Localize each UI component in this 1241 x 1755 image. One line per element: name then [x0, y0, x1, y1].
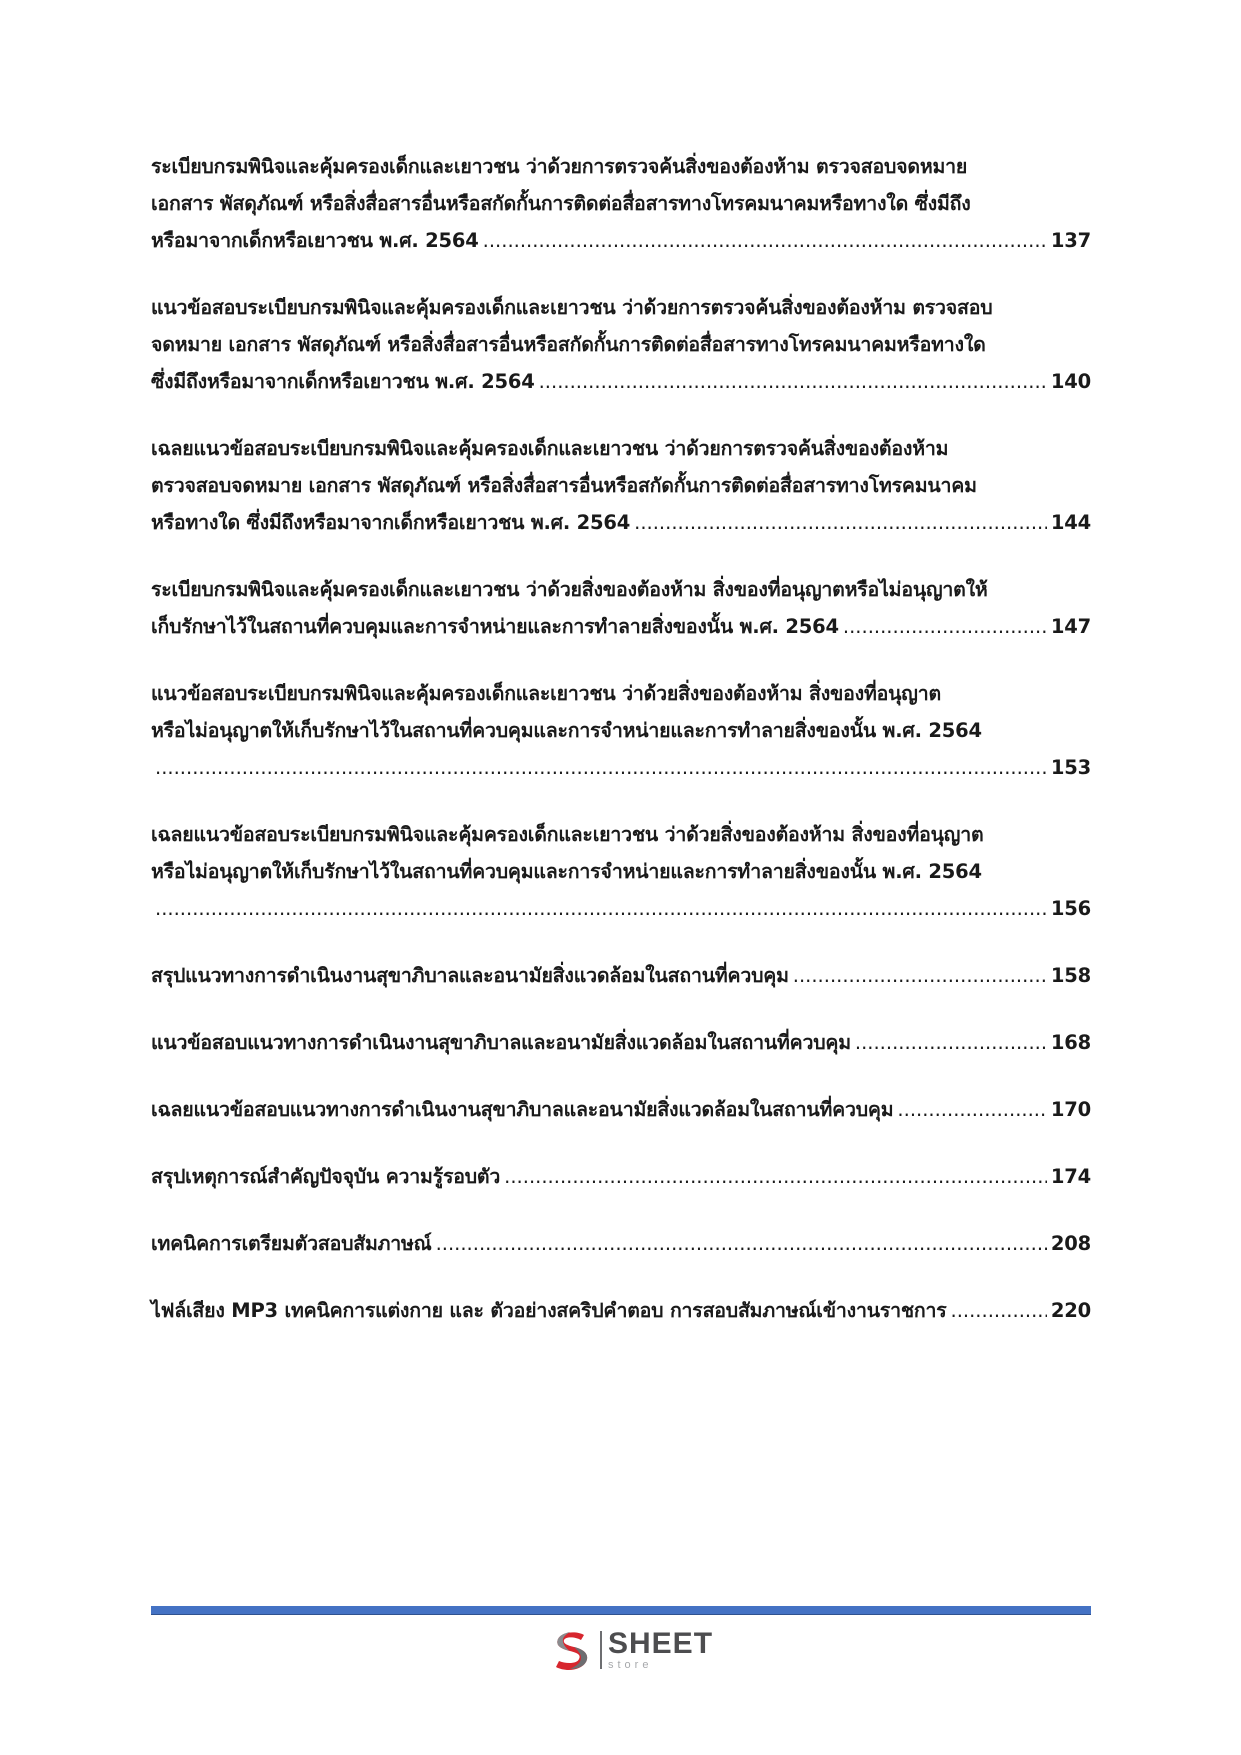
- toc-leader-dots: [539, 363, 1047, 400]
- table-of-contents: [151, 148, 1091, 1359]
- toc-entry: [151, 675, 1091, 786]
- toc-entry-last-line: [151, 363, 1091, 400]
- toc-leader-dots: [951, 1292, 1047, 1329]
- toc-entry-last-line: [151, 749, 1091, 786]
- logo-text: [608, 1629, 713, 1671]
- toc-entry: [151, 430, 1091, 541]
- toc-entry-line: ตรวจสอบจดหมาย เอกสาร พัสดุภัณฑ์ หรือสิ่งสื่อสารอื่นหรือสกัดกั้นการติดต่อสื่อสารทางโทรคมนาคม: [151, 474, 977, 497]
- sheetstore-s-logo-icon: [548, 1626, 596, 1674]
- toc-entry: [151, 1225, 1091, 1262]
- toc-entry-line: ไฟล์เสียง MP3 เทคนิคการแต่งกาย และ ตัวอย่างสคริปคำตอบ การสอบสัมภาษณ์เข้างานราชการ: [151, 1299, 947, 1322]
- toc-entry-last-line: [151, 504, 1091, 541]
- toc-entry: [151, 1292, 1091, 1329]
- toc-entry-last-line: [151, 1225, 1091, 1262]
- toc-entry-last-line: [151, 890, 1091, 927]
- toc-entry-line: สรุปแนวทางการดำเนินงานสุขาภิบาลและอนามัยสิ่งแวดล้อมในสถานที่ควบคุม: [151, 964, 789, 987]
- toc-page-number: 153: [1050, 756, 1091, 779]
- toc-entry-line: แนวข้อสอบระเบียบกรมพินิจและคุ้มครองเด็กและเยาวชน ว่าด้วยการตรวจค้นสิ่งของต้องห้าม ตรวจสอบ: [151, 296, 993, 319]
- toc-leader-dots: [483, 222, 1047, 259]
- sheet-store-logo: [548, 1622, 728, 1678]
- toc-entry-line: ระเบียบกรมพินิจและคุ้มครองเด็กและเยาวชน ว่าด้วยการตรวจค้นสิ่งของต้องห้าม ตรวจสอบจดหมาย: [151, 155, 968, 178]
- toc-entry-line: เอกสาร พัสดุภัณฑ์ หรือสิ่งสื่อสารอื่นหรือสกัดกั้นการติดต่อสื่อสารทางโทรคมนาคมหรือทางใด ซึ่งมีถึง: [151, 192, 971, 215]
- toc-entry-last-line: [151, 1091, 1091, 1128]
- toc-leader-dots: [855, 1024, 1047, 1061]
- toc-entry: [151, 1091, 1091, 1128]
- toc-entry-line: หรือทางใด ซึ่งมีถึงหรือมาจากเด็กหรือเยาวชน พ.ศ. 2564: [151, 511, 631, 534]
- toc-page-number: 168: [1050, 1031, 1091, 1054]
- toc-page-number: 158: [1050, 964, 1091, 987]
- toc-entry: [151, 816, 1091, 927]
- toc-entry-line: แนวข้อสอบระเบียบกรมพินิจและคุ้มครองเด็กและเยาวชน ว่าด้วยสิ่งของต้องห้าม สิ่งของที่อนุญาต: [151, 682, 941, 705]
- footer-rule: [151, 1606, 1091, 1615]
- toc-entry-line: เก็บรักษาไว้ในสถานที่ควบคุมและการจำหน่ายและการทำลายสิ่งของนั้น พ.ศ. 2564: [151, 615, 839, 638]
- toc-entry-last-line: [151, 222, 1091, 259]
- toc-entry-last-line: [151, 957, 1091, 994]
- toc-entry-last-line: [151, 608, 1091, 645]
- toc-entry: [151, 1158, 1091, 1195]
- toc-entry-last-line: [151, 1024, 1091, 1061]
- toc-entry-line: จดหมาย เอกสาร พัสดุภัณฑ์ หรือสิ่งสื่อสารอื่นหรือสกัดกั้นการติดต่อสื่อสารทางโทรคมนาคมหรือทางใด: [151, 333, 986, 356]
- toc-entry-line: แนวข้อสอบแนวทางการดำเนินงานสุขาภิบาลและอนามัยสิ่งแวดล้อมในสถานที่ควบคุม: [151, 1031, 851, 1054]
- toc-page-number: 144: [1050, 511, 1091, 534]
- toc-leader-dots: [504, 1158, 1047, 1195]
- toc-entry-line: เทคนิคการเตรียมตัวสอบสัมภาษณ์: [151, 1232, 432, 1255]
- toc-page-number: 174: [1050, 1165, 1091, 1188]
- toc-page-number: 220: [1050, 1299, 1091, 1322]
- toc-leader-dots: [793, 957, 1047, 994]
- logo-divider: [600, 1631, 602, 1669]
- toc-page-number: 147: [1050, 615, 1091, 638]
- toc-entry-line: เฉลยแนวข้อสอบระเบียบกรมพินิจและคุ้มครองเด็กและเยาวชน ว่าด้วยการตรวจค้นสิ่งของต้องห้าม: [151, 437, 949, 460]
- toc-leader-dots: [843, 608, 1047, 645]
- toc-entry-line: หรือไม่อนุญาตให้เก็บรักษาไว้ในสถานที่ควบคุมและการจำหน่ายและการทำลายสิ่งของนั้น พ.ศ. 2564: [151, 860, 982, 883]
- toc-entry: [151, 289, 1091, 400]
- toc-page-number: 156: [1050, 897, 1091, 920]
- toc-entry-line: หรือมาจากเด็กหรือเยาวชน พ.ศ. 2564: [151, 229, 479, 252]
- toc-leader-dots: [155, 890, 1047, 927]
- toc-entry-last-line: [151, 1292, 1091, 1329]
- toc-leader-dots: [897, 1091, 1046, 1128]
- toc-leader-dots: [436, 1225, 1047, 1262]
- toc-entry-line: หรือไม่อนุญาตให้เก็บรักษาไว้ในสถานที่ควบคุมและการจำหน่ายและการทำลายสิ่งของนั้น พ.ศ. 2564: [151, 719, 982, 742]
- toc-entry-line: ซึ่งมีถึงหรือมาจากเด็กหรือเยาวชน พ.ศ. 2564: [151, 370, 535, 393]
- toc-entry-last-line: [151, 1158, 1091, 1195]
- toc-entry-line: เฉลยแนวข้อสอบระเบียบกรมพินิจและคุ้มครองเด็กและเยาวชน ว่าด้วยสิ่งของต้องห้าม สิ่งของที่อนุญาต: [151, 823, 984, 846]
- toc-entry-line: สรุปเหตุการณ์สำคัญปัจจุบัน ความรู้รอบตัว: [151, 1165, 501, 1188]
- toc-leader-dots: [155, 749, 1047, 786]
- toc-entry: [151, 1024, 1091, 1061]
- toc-entry: [151, 148, 1091, 259]
- logo-subtitle: store: [608, 1659, 653, 1671]
- toc-entry: [151, 957, 1091, 994]
- toc-page-number: 137: [1050, 229, 1091, 252]
- toc-leader-dots: [634, 504, 1047, 541]
- toc-entry: [151, 571, 1091, 645]
- toc-page-number: 140: [1050, 370, 1091, 393]
- toc-entry-line: เฉลยแนวข้อสอบแนวทางการดำเนินงานสุขาภิบาลและอนามัยสิ่งแวดล้อมในสถานที่ควบคุม: [151, 1098, 894, 1121]
- toc-page-number: 208: [1050, 1232, 1091, 1255]
- toc-entry-line: ระเบียบกรมพินิจและคุ้มครองเด็กและเยาวชน ว่าด้วยสิ่งของต้องห้าม สิ่งของที่อนุญาตหรือไม่อนุญาตให้: [151, 578, 988, 601]
- logo-word: SHEET: [608, 1627, 714, 1660]
- toc-page-number: 170: [1050, 1098, 1091, 1121]
